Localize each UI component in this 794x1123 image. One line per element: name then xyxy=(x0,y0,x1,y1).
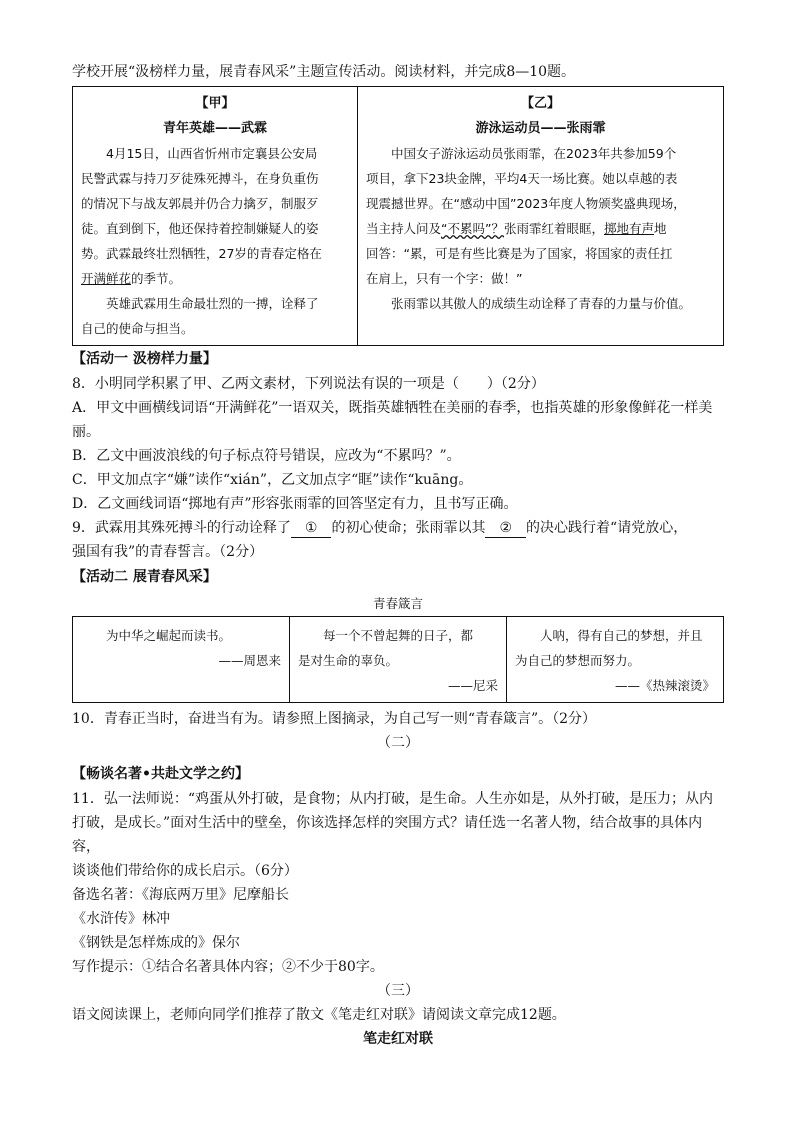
material-b-text: 项目，拿下23块金牌，平均4天一场比赛。她以卓越的表 xyxy=(366,171,678,186)
material-b-label: 【乙】 xyxy=(520,96,560,111)
underlined-phrase: 开满鲜花 xyxy=(81,271,132,286)
motto-caption: 青春箴言 xyxy=(372,596,423,611)
section-two-title: 【畅谈名著•共赴文学之约】 xyxy=(72,766,249,782)
material-b-text: 在肩上，只有一个字：做！” xyxy=(366,271,523,286)
material-a-label: 【甲】 xyxy=(195,96,235,111)
material-a-text xyxy=(81,266,349,291)
underlined-phrase: 掷地有声 xyxy=(603,221,654,236)
material-a-text-rest: 的季节。 xyxy=(131,271,182,286)
section-two-heading: （二） xyxy=(377,735,419,751)
activity-one-heading: 【活动一 汲榜样力量】 xyxy=(72,351,217,367)
material-b xyxy=(358,87,724,346)
essay-title: 笔走红对联 xyxy=(363,1031,433,1047)
material-b-text: 中国女子游泳运动员张雨霏，在2023年共参加59个 xyxy=(391,146,677,161)
exam-page xyxy=(72,60,724,1051)
material-a-title: 青年英雄——武霖 xyxy=(162,121,267,136)
material-b-title: 游泳运动员——张雨霏 xyxy=(475,121,606,136)
motto-source: ——周恩来 xyxy=(218,653,281,668)
question-8-option-c: C．甲文加点字“嫌”读作“xián”，乙文加点字“眶”读作“kuāng。 xyxy=(72,472,473,488)
motto-text: 是对生命的辜负。 xyxy=(298,653,399,668)
motto-text: 为中华之崛起而读书。 xyxy=(106,628,232,643)
section-three-intro: 语文阅读课上，老师向同学们推荐了散文《笔走红对联》请阅读文章完成12题。 xyxy=(72,1007,566,1023)
motto-text: 人呐，得有自己的梦想，并且 xyxy=(540,628,703,643)
question-11-option: 《钢铁是怎样炼成的》保尔 xyxy=(72,935,240,951)
question-11-option: 《水浒传》林冲 xyxy=(72,911,170,927)
material-b-text-b: 张雨霏红着眼眶， xyxy=(503,221,604,236)
motto-cell xyxy=(507,617,724,703)
intro-text: 学校开展“汲榜样力量，展青春风采”主题宣传活动。阅读材料，并完成8—10题。 xyxy=(72,64,576,80)
question-11-line1: 11．弘一法师说：“鸡蛋从外打破，是食物；从内打破，是生命。人生亦如是，从外打破，是压力；从内 xyxy=(72,791,713,807)
question-10: 10．青春正当时，奋进当有为。请参照上图摘录，为自己写一则“青春箴言”。（2分） xyxy=(72,711,597,727)
material-a-text: 徒。直到倒下，他还保持着控制嫌疑人的姿 xyxy=(81,221,319,236)
activity-two-heading: 【活动二 展青春风采】 xyxy=(72,569,217,585)
material-a-text: 势。武霖最终壮烈牺牲，27岁的青春定格在 xyxy=(81,246,322,261)
question-8-option-d: D．乙文画线词语“掷地有声”形容张雨霏的回答坚定有力，且书写正确。 xyxy=(72,496,518,512)
material-a-text: 4月15日，山西省忻州市定襄县公安局 xyxy=(106,146,318,161)
motto-source: ——尼采 xyxy=(447,678,498,693)
material-a-text: 自己的使命与担当。 xyxy=(81,321,194,336)
question-11-line3: 谈谈他们带给你的成长启示。（6分） xyxy=(72,863,298,879)
wavy-phrase: “不累吗”？ xyxy=(441,221,504,236)
question-8-option-b: B．乙文中画波浪线的句子标点符号错误，应改为“不累吗？”。 xyxy=(72,448,461,464)
question-11-options: 备选名著：《海底两万里》尼摩船长 xyxy=(72,887,289,903)
material-b-text: 现震撼世界。在“感动中国”2023年度人物颁奖盛典现场， xyxy=(366,196,686,211)
material-b-text-a: 当主持人问及 xyxy=(366,221,442,236)
question-9-part3: 的决心践行着“请党放心， xyxy=(526,520,688,536)
motto-source: ——《热辣滚烫》 xyxy=(614,678,715,693)
question-9 xyxy=(72,516,724,540)
answer-blank-2[interactable]: ② xyxy=(485,519,526,538)
motto-text: 每一个不曾起舞的日子，都 xyxy=(323,628,474,643)
material-b-text-c: 地 xyxy=(654,221,667,236)
motto-cell xyxy=(73,617,290,703)
material-b-text: 回答：“累，可是有些比赛是为了国家，将国家的责任扛 xyxy=(366,246,673,261)
question-9-part1: 9．武霖用其殊死搏斗的行动诠释了 xyxy=(72,520,291,536)
question-11-line2: 打破，是成长。”面对生活中的壁垒，你该选择怎样的突围方式？请任选一名著人物，结合故事的具体内容， xyxy=(72,815,703,855)
material-a xyxy=(73,87,358,346)
material-b-text: 张雨霏以其傲人的成绩生动诠释了青春的力量与价值。 xyxy=(391,296,692,311)
material-a-text: 民警武霖与持刀歹徒殊死搏斗，在身负重伤 xyxy=(81,171,319,186)
material-a-text: 的情况下与战友郭晨并仍合力擒歹，制服歹 xyxy=(81,196,319,211)
question-11-hint: 写作提示：①结合名著具体内容；②不少于80字。 xyxy=(72,959,384,975)
question-8-stem: 8．小明同学积累了甲、乙两文素材，下列说法有误的一项是（ ）（2分） xyxy=(72,376,545,392)
motto-text: 为自己的梦想而努力。 xyxy=(515,653,641,668)
section-three-heading: （三） xyxy=(377,983,419,999)
material-b-text xyxy=(366,216,715,241)
question-8-option-a-cont: 丽。 xyxy=(72,424,100,440)
motto-cell xyxy=(290,617,507,703)
motto-table xyxy=(72,616,724,703)
question-8-option-a: A．甲文中画横线词语“开满鲜花”一语双关，既指英雄牺牲在美丽的春季，也指英雄的形象像鲜花一样美 xyxy=(72,400,713,416)
materials-table xyxy=(72,86,724,346)
question-9-part2: 的初心使命；张雨霏以其 xyxy=(331,520,486,536)
question-9-line2: 强国有我”的青春誓言。（2分） xyxy=(72,544,264,560)
answer-blank-1[interactable]: ① xyxy=(291,519,332,538)
material-a-text: 英雄武霖用生命最壮烈的一搏，诠释了 xyxy=(106,296,319,311)
